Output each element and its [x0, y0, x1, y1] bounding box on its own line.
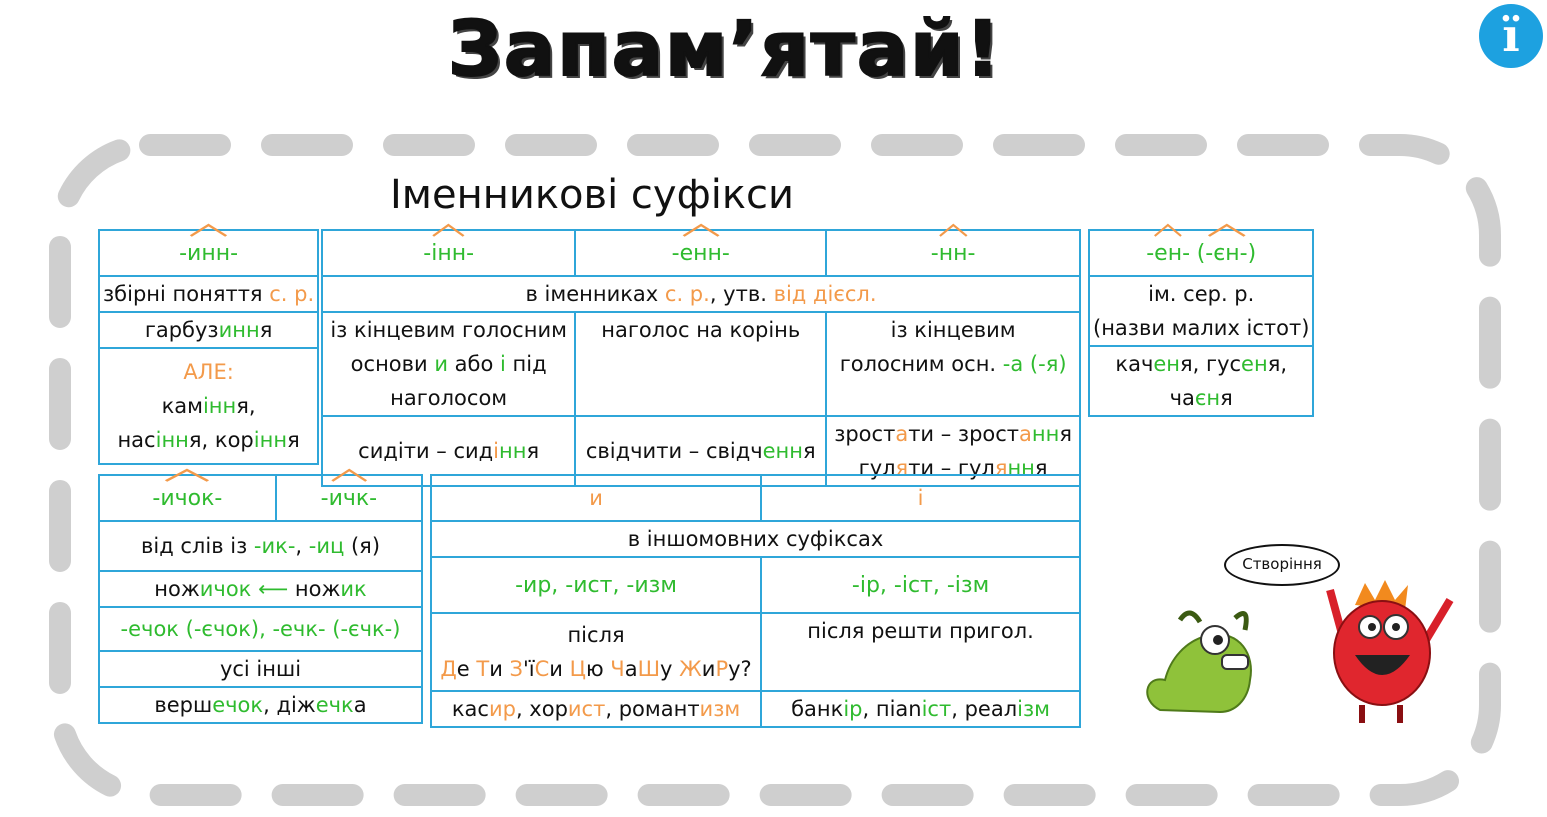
col-inn-header: -інн-	[322, 230, 575, 276]
y-suffixes-cell: -ир, -ист, -изм	[431, 557, 761, 613]
nn-description: із кінцевим голосним осн. -а (-я)	[826, 312, 1080, 416]
ichk-header: -ичк-	[276, 475, 422, 521]
mnemonic-part: и	[701, 657, 716, 681]
enn-description: наголос на корінь	[575, 312, 826, 416]
foreign-suffix-table	[430, 474, 1081, 728]
i-rule-cell: після решти пригол.	[761, 613, 1080, 691]
suffix-roof-mark	[321, 468, 377, 482]
inn-exception-cell: АЛЕ: каміння, насіння, коріння	[99, 348, 318, 464]
ichok-table	[98, 474, 423, 724]
inn-suffix-cell	[99, 230, 318, 276]
mnemonic-part: а	[624, 657, 638, 681]
mnemonic-part: у?	[728, 657, 752, 681]
col-i-header: і	[761, 475, 1080, 521]
mnemonic-part: ю	[585, 657, 611, 681]
mnemonic-part: З	[509, 657, 524, 681]
i-suffixes-cell: -ір, -іст, -ізм	[761, 557, 1080, 613]
foreign-label-cell: в іншомовних суфіксах	[431, 521, 1080, 557]
mnemonic-part: С	[534, 657, 550, 681]
mnemonic-part: Ж	[679, 657, 702, 681]
inn-suffix: -инн-	[179, 237, 238, 271]
from-words-cell: від слів із -ик-, -иц (я)	[99, 521, 422, 571]
mnemonic-part: и	[489, 657, 510, 681]
mnemonic-part: Ш	[637, 657, 661, 681]
y-example-cell: касир, хорист, романтизм	[431, 691, 761, 727]
en-table	[1088, 229, 1314, 417]
speech-bubble: Створіння	[1224, 544, 1340, 586]
en-rule-cell: ім. сер. р. (назви малих істот)	[1089, 276, 1313, 346]
suffix-roof-mark	[179, 223, 238, 237]
y-rule-cell: після Де Ти З'їСи Цю ЧаШу ЖиРу?	[431, 613, 761, 691]
arrow-left-icon: ⟵	[258, 577, 289, 601]
suffix-roof-mark	[152, 468, 222, 482]
en-suffix-cell: -ен- (-єн-)	[1089, 230, 1313, 276]
nn-example: зростати – зростання гуляти – гуляння	[826, 416, 1080, 486]
echok-cell: -ечок (-єчок), -ечк- (-єчк-)	[99, 607, 422, 651]
inn-rule-cell: збірні поняття с. р.	[99, 276, 318, 312]
mnemonic	[435, 652, 757, 686]
inn-table	[98, 229, 319, 465]
enn-example: свідчити – свідчення	[575, 416, 826, 486]
section-title: Іменникові суфікси	[390, 172, 795, 218]
mnemonic-part: Р	[715, 657, 729, 681]
mnemonic-part: 'ї	[523, 657, 535, 681]
ale-label: АЛЕ:	[183, 360, 234, 384]
inn-example: сидіти – сидіння	[322, 416, 575, 486]
info-icon[interactable]: ї	[1479, 4, 1543, 68]
doubled-n-table	[321, 229, 1081, 487]
nozhychok-cell: ножичок ⟵ ножик	[99, 571, 422, 607]
mnemonic-part: Т	[476, 657, 490, 681]
col-y-header: и	[431, 475, 761, 521]
shared-rule-cell: в іменниках с. р., утв. від дієсл.	[322, 276, 1080, 312]
col-enn-header: -енн-	[575, 230, 826, 276]
inn-description: із кінцевим голосним основи и або і під наголосом	[322, 312, 575, 416]
inn-example-cell: гарбузиння	[99, 312, 318, 348]
mnemonic-part: Д	[440, 657, 457, 681]
mnemonic-part: Ц	[569, 657, 586, 681]
i-example-cell: банкір, пianіст, реалізм	[761, 691, 1080, 727]
suffix-roof-mark	[423, 223, 474, 237]
green-monster-illustration	[1140, 600, 1270, 725]
col-nn-header: -нн-	[826, 230, 1080, 276]
vershechok-cell: вершечок, діжечка	[99, 687, 422, 723]
mnemonic-part: е	[456, 657, 477, 681]
ichok-header: -ичок-	[99, 475, 276, 521]
mnemonic-part: Ч	[610, 657, 625, 681]
suffix-roof-mark	[1146, 223, 1190, 237]
red-monster-illustration	[1300, 575, 1460, 725]
suffix-roof-mark	[672, 223, 730, 237]
mnemonic-part: и	[549, 657, 570, 681]
page-title: Запам’ятай!	[447, 4, 1003, 93]
suffix-roof-mark	[931, 223, 976, 237]
others-cell: усі інші	[99, 651, 422, 687]
mnemonic-part: у	[660, 657, 680, 681]
suffix-roof-mark	[1197, 223, 1257, 237]
en-example-cell: каченя, гусеня, чаєня	[1089, 346, 1313, 416]
